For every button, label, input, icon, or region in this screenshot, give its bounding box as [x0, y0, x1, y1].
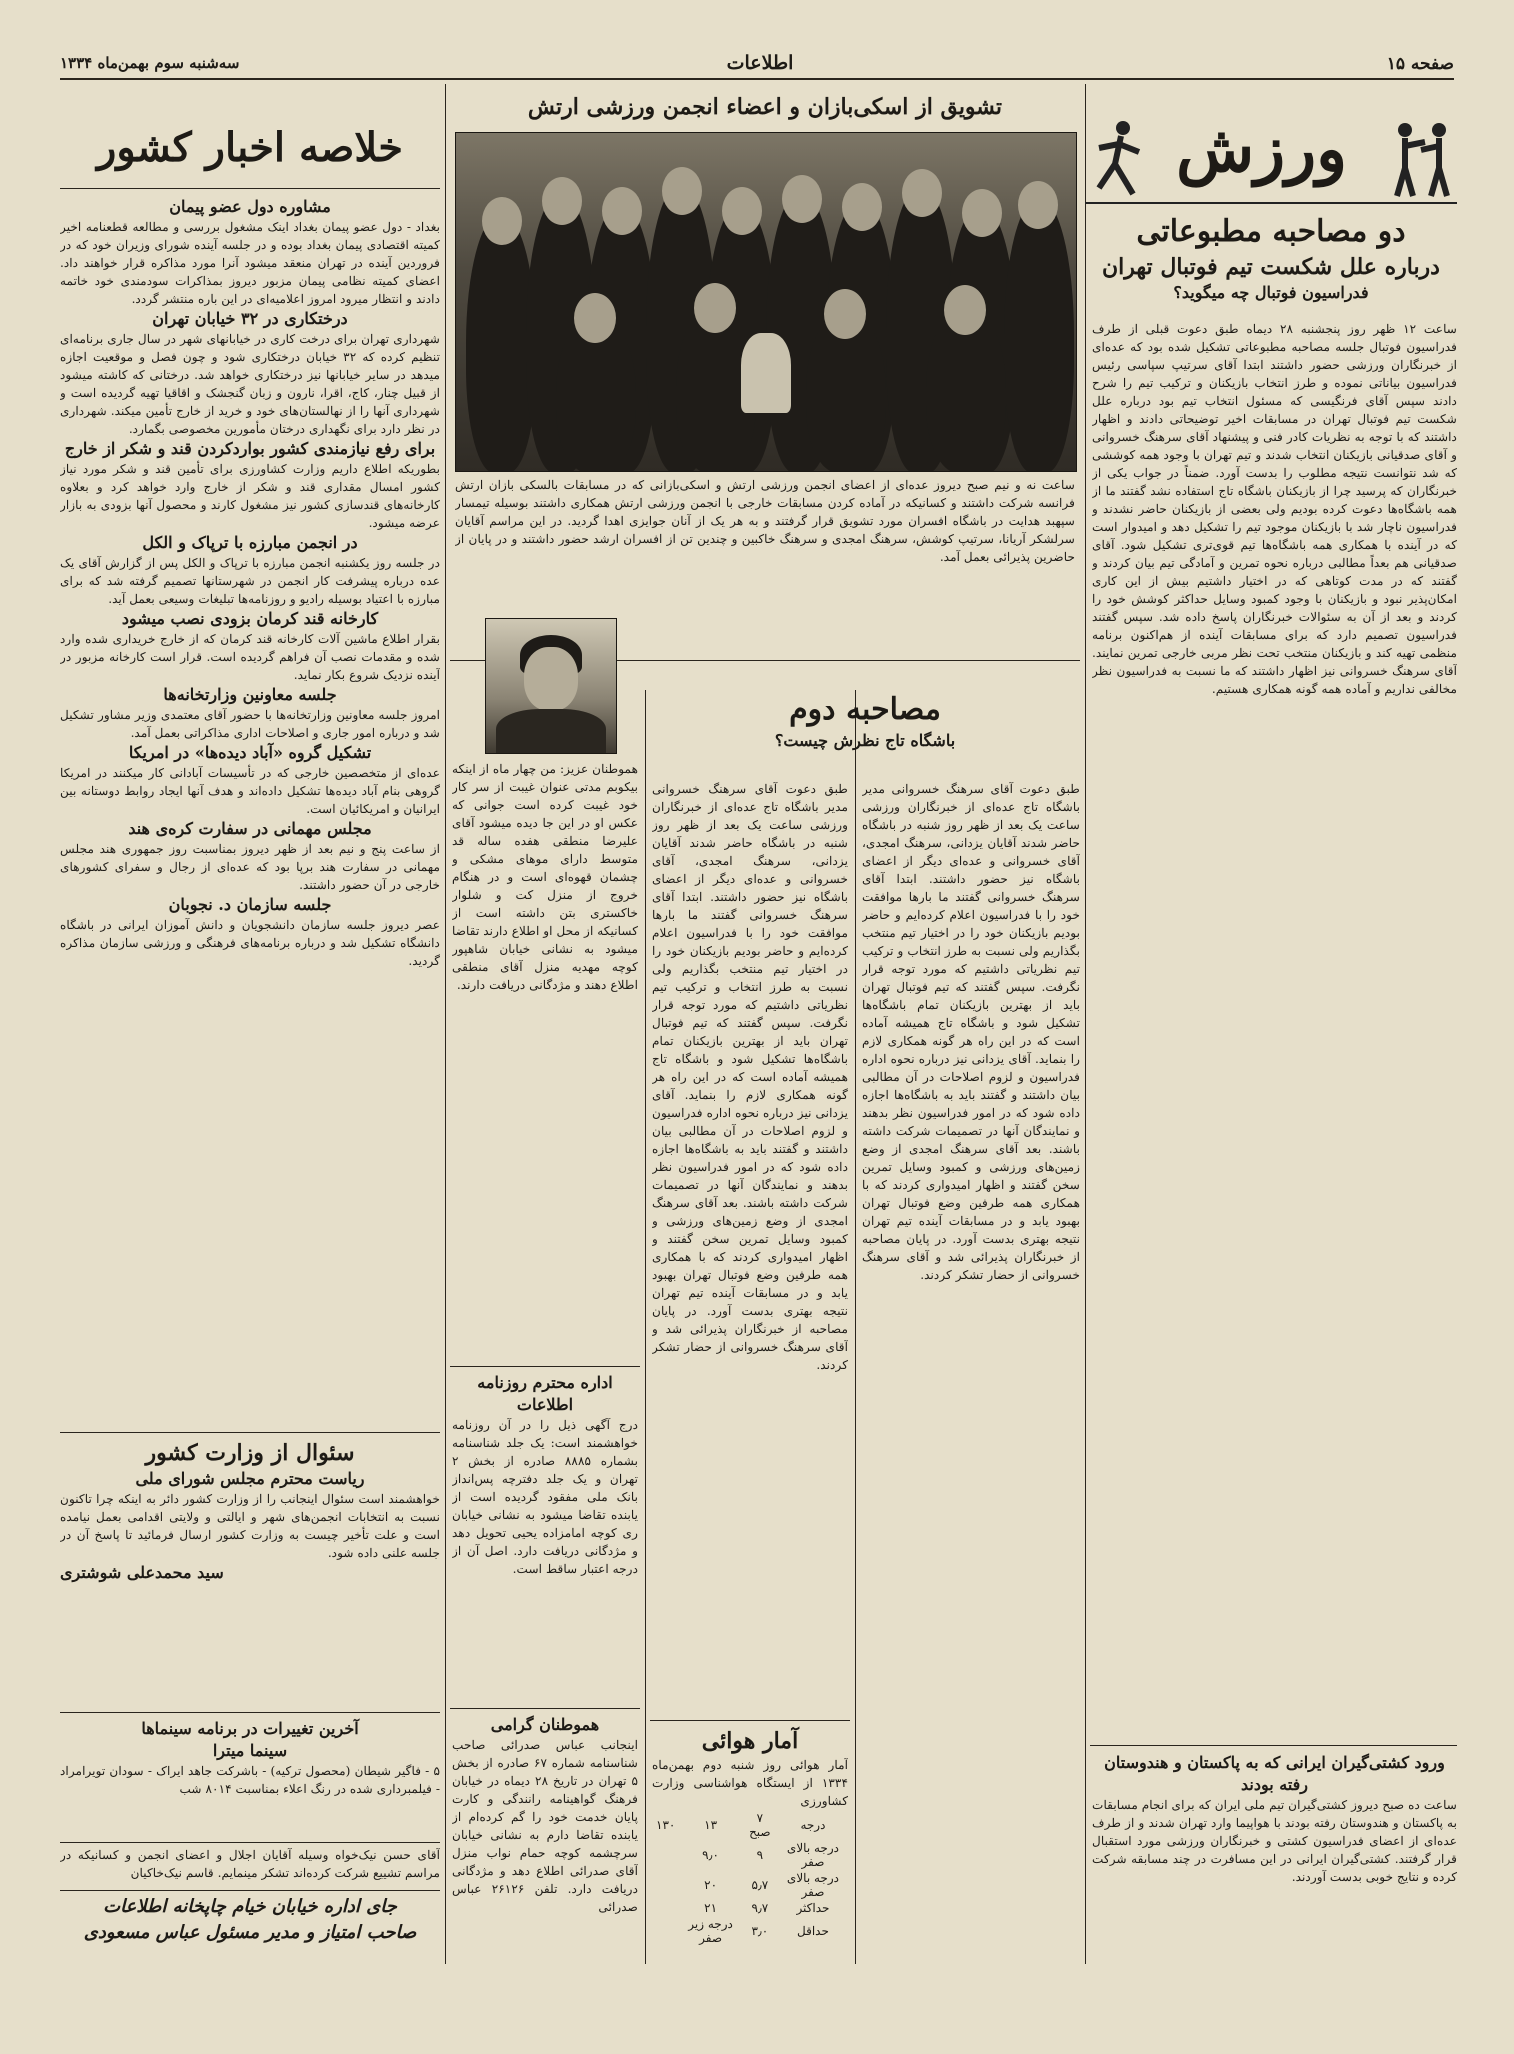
- news-items: [60, 196, 440, 1426]
- interview1-title: دو مصاحبه مطبوعاتی: [1136, 214, 1406, 249]
- compatriots-title: هموطنان گرامی: [490, 1715, 600, 1734]
- missing-notice-text: هموطنان عزیز: من چهار ماه از اینکه بیکوبم مدتی عنوان غیبت از سر کار خود غیبت کرده است جوانی که عکس او در این جا دیده میشود آقای علیرضا منطقی هفده ساله قد متوسط دارای موهای مشکی و چشمان قهوه‌ای است و در هنگام خروج از منزل کت و شلوار خاکستری بتن داشته است از کسانیکه از محل او اطلاع دارند تقاضا میشود به نشانی خیابان شاهپور کوچه مهدیه منزل آقای منطقی اطلاع دهند و مژدگانی دریافت دارند.: [452, 762, 638, 992]
- table-row: حداکثر ۹٫۷ ۲۱: [704, 1901, 830, 1915]
- interview2-question: باشگاه تاج نظرش چیست؟: [774, 731, 956, 750]
- air-stats: [652, 1726, 848, 1960]
- interview2-text: طبق دعوت آقای سرهنگ خسروانی مدیر باشگاه تاج عده‌ای از خبرنگاران ورزشی ساعت یک بعد از ظهر روز شنبه در باشگاه حاضر شدند آقایان یزدانی، سرهنگ امجدی، آقای خسروانی و عده‌ای دیگر از اعضای باشگاه نیز حضور داشتند. ابتدا آقای سرهنگ خسروانی گفتند ما بارها موافقت خود را با فدراسیون اعلام کرده‌ایم و حاضر بودیم بازیکنان خود را در اختیار تیم منتخب بگذاریم ولی نسبت به طرز انتخاب و ترکیب تیم نظریاتی داشتیم که مورد توجه قرار نگرفت. سپس گفتند که تیم فوتبال تهران باید از بهترین بازیکنان تمام باشگاه‌ها تشکیل شود و باشگاه تاج همیشه آماده است که در این راه هر گونه همکاری لازم را بنماید. آقای یزدانی نیز درباره نحوه اداره فدراسیون و لزوم اصلاحات در آن مطالبی بیان داشتند و گفتند باید به باشگاه‌ها اجازه داده شود که در امور فدراسیون نظر بدهند و نمایندگان آنها در تصمیمات شرکت داشته باشند. بعد آقای سرهنگ امجدی از وضع زمین‌های ورزشی و کمبود وسایل تمرین سخن گفتند و اظهار امیدواری کردند که با همکاری همه طرفین وضع فوتبال تهران بهبود یابد و در مسابقات آینده تیم تهران نتیجه بهتری بدست آورد. در پایان مصاحبه از خبرنگاران پذیرائی شد و آقای سرهنگ خسروانی از حضار تشکر کردند.: [862, 782, 1080, 1282]
- interview1-text: ساعت ۱۲ ظهر روز پنجشنبه ۲۸ دیماه طبق دعوت قبلی از طرف فدراسیون فوتبال جلسه مصاحبه مطبوعاتی تشکیل شده بود که عده‌ای از خبرنگاران ورزشی حضور داشتند ابتدا آقای سرتیپ سپاسی رئیس فدراسیون بیاناتی نموده و طرز انتخاب بازیکنان و ترکیب تیم را شرح دادند سپس آقای فرنگیسی که مسئول انتخاب تیم بود درباره علل شکست تیم فوتبال تهران در مسابقات اخیر توضیحاتی دادند و اظهار داشتند که با توجه به نظریات کادر فنی و پیشنهاد آقای سرهنگ خسروانی و آقای صدقیانی بازیکنان انتخاب شدند و تیم تهران با وجود همه کوششی که شد نتوانست نتیجه مطلوب را بدست آورد. ضمناً در جواب یکی از خبرنگاران که پرسید چرا از بازیکنان باشگاه تاج استفاده نشد گفتند ما از همه باشگاه‌ها دعوت کرده بودیم ولی بعضی از بازیکنان حاضر نشدند و فدراسیون ناچار شد با بازیکنان موجود تیم را تشکیل دهد و امیدوار است که در آینده با همکاری همه باشگاه‌ها تیم قوی‌تری تشکیل شود. آقای صدقیانی هم بعداً مطالبی درباره نحوه تمرین و آمادگی تیم بیان کردند و گفتند که در مدت کوتاهی که در اختیار داشتیم بیش از این کاری امکان‌پذیر نبود و بازیکنان با وجود کمبود وسایل حداکثر کوشش خود را کردند و بعد از آن به سئوالات خبرنگاران پاسخ داده شد. سپس گفتند فدراسیون تصمیم دارد که برای مسابقات آینده از هم‌اکنون برنامه منظمی تهیه کند و بازیکنان منتخب تحت نظر مربی خارجی تمرین نمایند. آقای سرهنگ خسروانی نیز اظهار داشتند که ما نسبت به فدراسیون نظر مخالفی نداریم و آماده همه گونه همکاری هستیم.: [1092, 322, 1457, 696]
- lost-notice-title: اداره محترم روزنامه اطلاعات: [477, 1373, 613, 1414]
- interview1-body: [1092, 320, 1457, 1740]
- section-divider: [60, 1712, 440, 1713]
- sport-logo: [1085, 112, 1457, 204]
- section-divider: [60, 188, 440, 189]
- column-rule: [445, 84, 446, 1964]
- air-stats-table: [652, 1810, 848, 1946]
- question-title: سئوال از وزارت کشور: [145, 1440, 355, 1466]
- air-stats-title: آمار هوائی: [701, 1728, 799, 1754]
- section-divider: [1090, 1745, 1457, 1746]
- army-sports-photo: [455, 132, 1077, 472]
- table-row: حداقل ۳٫۰ درجه زیر صفر: [688, 1917, 829, 1945]
- wrestlers-article: [1092, 1752, 1457, 1962]
- missing-notice: [452, 760, 638, 1360]
- question-subtitle: ریاست محترم مجلس شورای ملی: [135, 1469, 365, 1488]
- table-row: درجه ۷ صبح ۱۳ ۱۳۰: [656, 1811, 826, 1839]
- column-rule: [645, 690, 646, 1964]
- wrestlers-text: ساعت ده صبح دیروز کشتی‌گیران تیم ملی ایران که برای انجام مسابقات به پاکستان و هندوستان رفته بودند با هواپیما وارد تهران شدند و از طرف عده‌ای از اعضای فدراسیون کشتی و خبرنگاران ورزشی مورد استقبال قرار گرفتند. کشتی‌گیران ایرانی در این مسافرت در چند مسابقه شرکت کرده و نتایج خوبی بدست آوردند.: [1092, 1798, 1457, 1884]
- section-divider: [60, 1432, 440, 1433]
- compatriots-text: اینجانب عباس صدرائی صاحب شناسنامه شماره ۶۷ صادره از بخش ۵ تهران در تاریخ ۲۸ دیماه در خیابان فرهنگ گواهینامه رانندگی و کارت پایان خدمت خود را گم کرده‌ام از یابنده تقاضا دارم به نشانی خیابان سرچشمه کوچه حمام نواب منزل آقای صدرائی اطلاع دهد و مژدگانی دریافت دارد. تلفن ۲۶۱۲۶ عباس صدرائی: [452, 1738, 638, 1914]
- masthead: [60, 48, 1454, 80]
- issue-date: سه‌شنبه سوم بهمن‌ماه ۱۳۳۴: [60, 54, 240, 72]
- news-item: مجلس مهمانی در سفارت کره‌ی هند از ساعت پنج و نیم بعد از ظهر دیروز بمناسبت روز جمهوری هند مجلس مهمانی در سفارت هند برپا بود که عده‌ای از رجال و سفرای کشورهای خارجی در آن حضور داشتند.: [60, 819, 440, 892]
- imprint: [60, 1894, 440, 1960]
- thanks-notice: [60, 1846, 440, 1886]
- cinema-box: [60, 1718, 440, 1838]
- air-stats-subtitle: آمار هوائی روز شنبه دوم بهمن‌ماه ۱۳۳۴ از ایستگاه هواشناسی وزارت کشاورزی: [652, 1758, 848, 1808]
- news-item: برای رفع نیازمندی کشور بواردکردن قند و شکر از خارج بطوریکه اطلاع داریم وزارت کشاورزی برای تأمین قند و شکر مورد نیاز کشور امسال مقداری قند و شکر از خارج وارد خواهد کرد و بعلاوه کارخانه‌های قندسازی کشور نیز مشغول کارند و محصول آنها بزودی به بازار عرضه میشود.: [60, 439, 440, 530]
- compatriots-notice: [452, 1714, 638, 1960]
- thanks-text: آقای حسن نیک‌خواه وسیله آقایان اجلال و اعضای انجمن و کسانیکه در مراسم تشییع شرکت کرده‌اند تشکر مینمایم. قاسم نیک‌خاکیان: [60, 1848, 440, 1880]
- interview2-body-cont: [652, 780, 848, 1710]
- news-item: جلسه سازمان د. نجوبان عصر دیروز جلسه سازمان دانشجویان و دانش آموزان ایرانی در باشگاه دانشگاه تشکیل شد و درباره برنامه‌های فرهنگی و ورزشی سازمان مذاکره گردید.: [60, 895, 440, 968]
- interview2-title: مصاحبه دوم: [789, 692, 941, 727]
- section-divider: [60, 1890, 440, 1891]
- table-row: درجه بالای صفر ۹ ۹٫۰: [702, 1841, 839, 1869]
- section-divider: [450, 1366, 640, 1367]
- wrestlers-title: ورود کشتی‌گیران ایرانی که به پاکستان و هندوستان رفته بودند: [1104, 1753, 1445, 1794]
- runner-icon: [1085, 118, 1155, 198]
- column-rule: [1085, 84, 1086, 1964]
- news-item: در انجمن مبارزه با ترپاک و الکل در جلسه روز یکشنبه انجمن مبارزه با ترپاک و الکل پس از گزارش آقای یک عده درباره پیشرفت کار انجمن در شهرستانها تصمیم گرفته شد که برای مبارزه با اعتیاد بوسیله رادیو و روزنامه‌ها تبلیغات وسیعی بعمل آید.: [60, 533, 440, 606]
- imprint-line-2: صاحب امتیاز و مدیر مسئول عباس مسعودی: [83, 1922, 417, 1943]
- question-signature: سید محمدعلی شوشتری: [60, 1563, 224, 1582]
- photo-headline: [450, 92, 1080, 128]
- lost-notice-text: درج آگهی ذیل را در آن روزنامه خواهشمند است: یک جلد شناسنامه بشماره ۸۸۸۵ صادره از بخش ۲ تهران و یک جلد دفترچه پس‌انداز بانک ملی مفقود گردیده است از یابنده تقاضا میشود به نشانی خیابان ری کوچه امامزاده یحیی تحویل دهد و مژدگانی دریافت دارد. اصل آن از درجه اعتبار ساقط است.: [452, 1418, 638, 1576]
- news-item: کارخانه قند کرمان بزودی نصب میشود بقرار اطلاع ماشین آلات کارخانه قند کرمان که از خارج خریداری شده وارد شده و مقدمات نصب آن فراهم گردیده است. قرار است کارخانه مزبور در آینده نزدیک شروع بکار نماید.: [60, 609, 440, 682]
- interview1-question: فدراسیون فوتبال چه میگوید؟: [1173, 283, 1369, 302]
- lost-notice: [452, 1372, 638, 1702]
- paper-name: اطلاعات: [726, 52, 794, 74]
- table-row: درجه بالای صفر ۵٫۷ ۲۰: [704, 1871, 839, 1899]
- interview2-header: [650, 690, 1080, 774]
- imprint-line-1: جای اداره خیابان خیام چاپخانه اطلاعات: [103, 1896, 397, 1917]
- interview1-header: [1085, 212, 1457, 316]
- news-item: مشاوره دول عضو پیمان بغداد - دول عضو پیمان بغداد اینک مشغول بررسی و مطالعه قطعنامه اخیر کمیته اقتصادی پیمان بغداد بوده و در جلسه آینده شورای وزیران خود که در فروردین آینده در تهران منعقد میشود آنرا مورد مذاکره قرار خواهند داد. اعضای کمیته نظامی پیمان مزبور دیروز بمذاکرات سودمندی خود خاتمه دادند و انتظار میرود امروز اعلامیه‌ای در این باره منتشر گردد.: [60, 197, 440, 306]
- news-item: جلسه معاونین وزارتخانه‌ها امروز جلسه معاونین وزارتخانه‌ها با حضور آقای معتمدی وزیر مشاور تشکیل شد و درباره امور جاری و اصلاحات اداری مذاکراتی بعمل آمد.: [60, 685, 440, 740]
- column-rule: [855, 690, 856, 1964]
- news-item: تشکیل گروه «آباد دیده‌ها» در امریکا عده‌ای از متخصصین خارجی که در تأسیسات آبادانی کار میکنند در امریکا گروهی بنام آباد دیده‌ها تشکیل داده‌اند و هدف آنها ایجاد روابط دوستانه بین ایرانیان و امریکائیان است.: [60, 743, 440, 816]
- interview2-text-cont: طبق دعوت آقای سرهنگ خسروانی مدیر باشگاه تاج عده‌ای از خبرنگاران ورزشی ساعت یک بعد از ظهر روز شنبه در باشگاه حاضر شدند آقایان یزدانی، سرهنگ امجدی، آقای خسروانی و عده‌ای دیگر از اعضای باشگاه نیز حضور داشتند. ابتدا آقای سرهنگ خسروانی گفتند ما بارها موافقت خود را با فدراسیون اعلام کرده‌ایم و حاضر بودیم بازیکنان خود را در اختیار تیم منتخب بگذاریم ولی نسبت به طرز انتخاب و ترکیب تیم نظریاتی داشتیم که مورد توجه قرار نگرفت. سپس گفتند که تیم فوتبال تهران باید از بهترین بازیکنان تمام باشگاه‌ها تشکیل شود و باشگاه تاج همیشه آماده است که در این راه هر گونه همکاری لازم را بنماید. آقای یزدانی نیز درباره نحوه اداره فدراسیون و لزوم اصلاحات در آن مطالبی بیان داشتند و گفتند باید به باشگاه‌ها اجازه داده شود که در امور فدراسیون نظر بدهند و نمایندگان آنها در تصمیمات شرکت داشته باشند. بعد آقای سرهنگ امجدی از وضع زمین‌های ورزشی و کمبود وسایل تمرین سخن گفتند و اظهار امیدواری کردند که با همکاری همه طرفین وضع فوتبال تهران بهبود یابد و در مسابقات آینده تیم تهران نتیجه بهتری بدست آورد. در پایان مصاحبه از خبرنگاران پذیرائی شد و آقای سرهنگ خسروانی از حضار تشکر کردند.: [652, 782, 848, 1372]
- cinema-title: آخرین تغییرات در برنامه سینماها: [141, 1719, 359, 1738]
- photo-title: تشویق از اسکی‌بازان و اعضاء انجمن ورزشی ارتش: [527, 94, 1003, 120]
- news-section-header: [60, 120, 440, 180]
- question-text: خواهشمند است سئوال اینجانب را از وزارت کشور دائر به اینکه چرا تاکنون نسبت به انتخابات انجمن‌های شهر و ایالتی و ولایتی اقدامی بعمل نیامده است و علت تأخیر چیست به وزارت کشور ارسال فرمائید تا پاسخ آن در جلسه علنی داده شود.: [60, 1492, 440, 1560]
- boxers-icon: [1387, 118, 1457, 198]
- news-section-title: خلاصه اخبار کشور: [97, 124, 403, 171]
- cinema-text: ۵ - فاگیر شیطان (محصول ترکیه) - باشرکت جاهد ایراک - سودان تویرامراد - فیلمبرداری شده در رنگ اعلاء بمناسبت ۸۰۱۴ شب: [60, 1764, 440, 1796]
- interview1-subtitle: درباره علل شکست تیم فوتبال تهران: [1102, 254, 1440, 280]
- page-number: صفحه ۱۵: [1386, 54, 1454, 74]
- section-divider: [650, 1720, 850, 1721]
- parliament-question: [60, 1438, 440, 1708]
- news-item: درختکاری در ۳۲ خیابان تهران شهرداری تهران برای درخت کاری در خیابانهای شهر در سال جاری برنامه‌ای تنظیم کرده که ۳۲ خیابان درختکاری شود و چون فصل و موقعیت اجازه میدهد در سایر خیابانها نیز درختکاری خواهد شد. درختانی که کاشته میشود از قبیل چنار، کاج، اقرا، نارون و زبان گنجشک و اقاقیا تهیه گردیده است و شهرداری آنها را از نهالستان‌های خود و خرید از خارج تأمین میکند. شهرداری در نظر دارد برای نگهداری درختان مأمورین مخصوصی بگمارد.: [60, 309, 440, 436]
- section-divider: [60, 1842, 440, 1843]
- photo-caption-text: ساعت نه و نیم صبح دیروز عده‌ای از اعضای انجمن ورزشی ارتش و اسکی‌بازانی که در مسابقات بالسکی بازان ارتش فرانسه شرکت داشتند و کسانیکه در آماده کردن مسابقات خارجی با انجمن ورزشی ارتش همکاری داشتند بوسیله تیمسار سپهبد هدایت در باشگاه افسران مورد تشویق قرار گرفتند و به هر یک از آنان جوایزی اهدا گردید. در این مراسم آقایان سرلشکر آریانا، سرتیپ کوشش، سرهنگ امجدی و سرهنگ خاکبین و چندین تن از افسران ارشد حضور داشتند و در پایان از حاضرین پذیرائی بعمل آمد.: [455, 478, 1075, 564]
- missing-person-photo: [485, 618, 617, 754]
- sport-logo-text: ورزش: [1176, 112, 1347, 187]
- section-divider: [450, 1708, 640, 1709]
- cinema-name: سینما میترا: [212, 1741, 288, 1760]
- interview2-body: [862, 780, 1080, 1960]
